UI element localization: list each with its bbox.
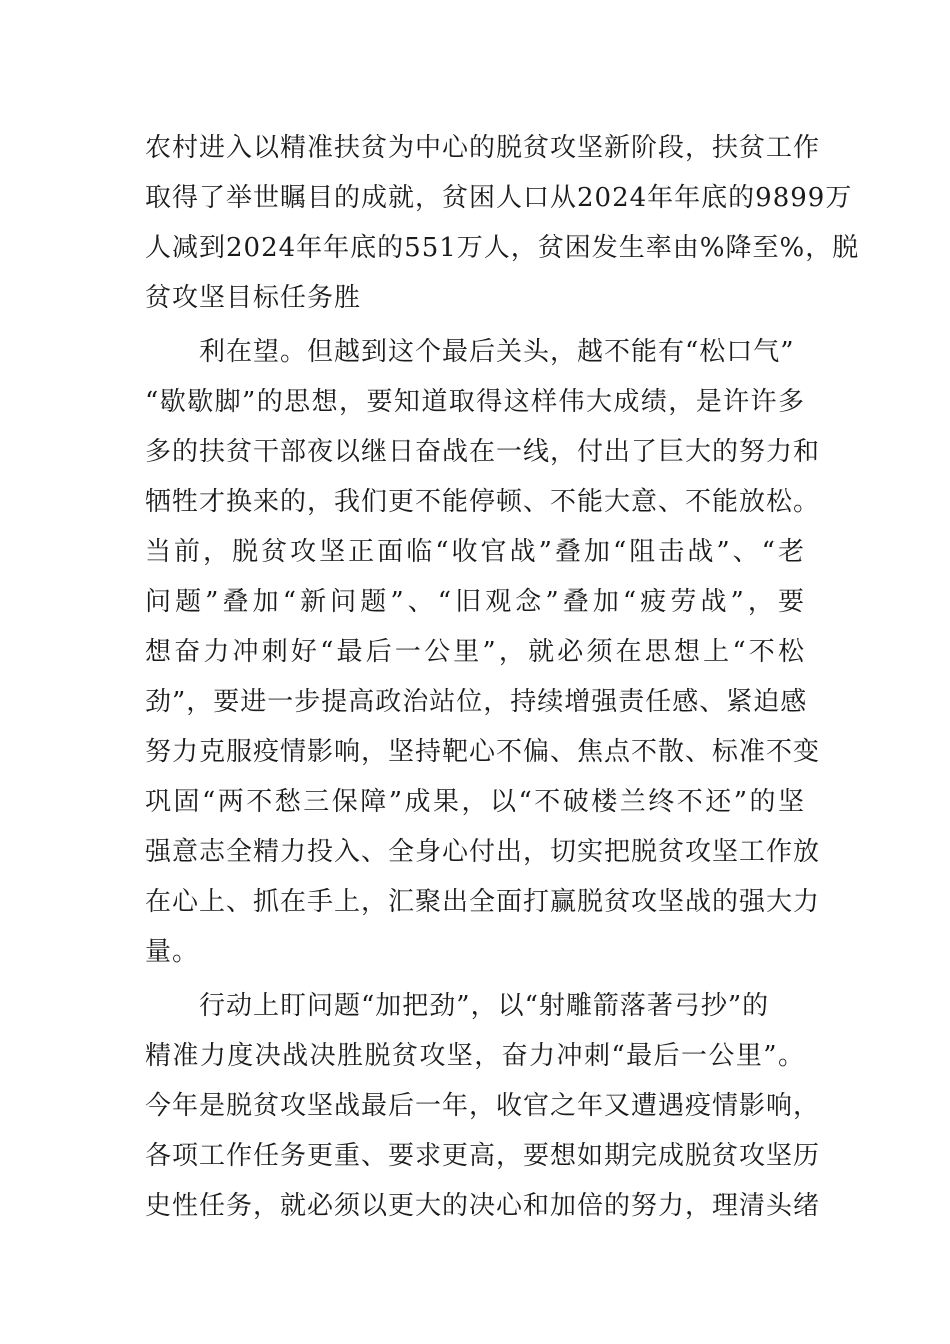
paragraph-first-line: 行动上盯问题“加把劲”，以“射雕箭落著弓抄”的 [199, 991, 770, 1021]
text-line: 精准力度决战决胜脱贫攻坚，奋力冲刺“最后一公里”。 [145, 1041, 805, 1071]
text-line: 巩固“两不愁三保障”成果，以“不破楼兰终不还”的坚 [145, 787, 805, 817]
text-line: 各项工作任务更重、要求更高，要想如期完成脱贫攻坚历 [145, 1141, 821, 1171]
text-line: 今年是脱贫攻坚战最后一年，收官之年又遭遇疫情影响， [145, 1091, 821, 1121]
text-line: 问题”叠加“新问题”、“旧观念”叠加“疲劳战”，要 [145, 587, 805, 617]
text-line: 农村进入以精准扶贫为中心的脱贫攻坚新阶段，扶贫工作 [145, 133, 821, 163]
text-line: 史性任务，就必须以更大的决心和加倍的努力，理清头绪 [145, 1191, 821, 1221]
text-line: 人减到2024年年底的551万人，贫困发生率由%降至%，脱 [145, 233, 860, 263]
text-line: 劲”，要进一步提高政治站位，持续增强责任感、紧迫感 [145, 687, 808, 717]
text-line: 强意志全精力投入、全身心付出，切实把脱贫攻坚工作放 [145, 837, 821, 867]
text-line: 取得了举世瞩目的成就，贫困人口从2024年年底的9899万 [145, 183, 853, 213]
text-line: 牺牲才换来的，我们更不能停顿、不能大意、不能放松。 [145, 487, 821, 517]
text-line: 想奋力冲刺好“最后一公里”，就必须在思想上“不松 [145, 637, 805, 667]
text-line: 多的扶贫干部夜以继日奋战在一线，付出了巨大的努力和 [145, 437, 821, 467]
paragraph-first-line: 利在望。但越到这个最后关头，越不能有“松口气” [199, 337, 795, 367]
text-line: 贫攻坚目标任务胜 [145, 283, 362, 313]
text-line: 量。 [145, 937, 200, 967]
text-line: 努力克服疫情影响，坚持靶心不偏、焦点不散、标准不变 [145, 737, 821, 767]
text-line: 当前，脱贫攻坚正面临“收官战”叠加“阻击战”、“老 [145, 537, 805, 567]
text-line: “歇歇脚”的思想，要知道取得这样伟大成绩，是许许多 [145, 387, 805, 417]
text-line: 在心上、抓在手上，汇聚出全面打赢脱贫攻坚战的强大力 [145, 887, 821, 917]
